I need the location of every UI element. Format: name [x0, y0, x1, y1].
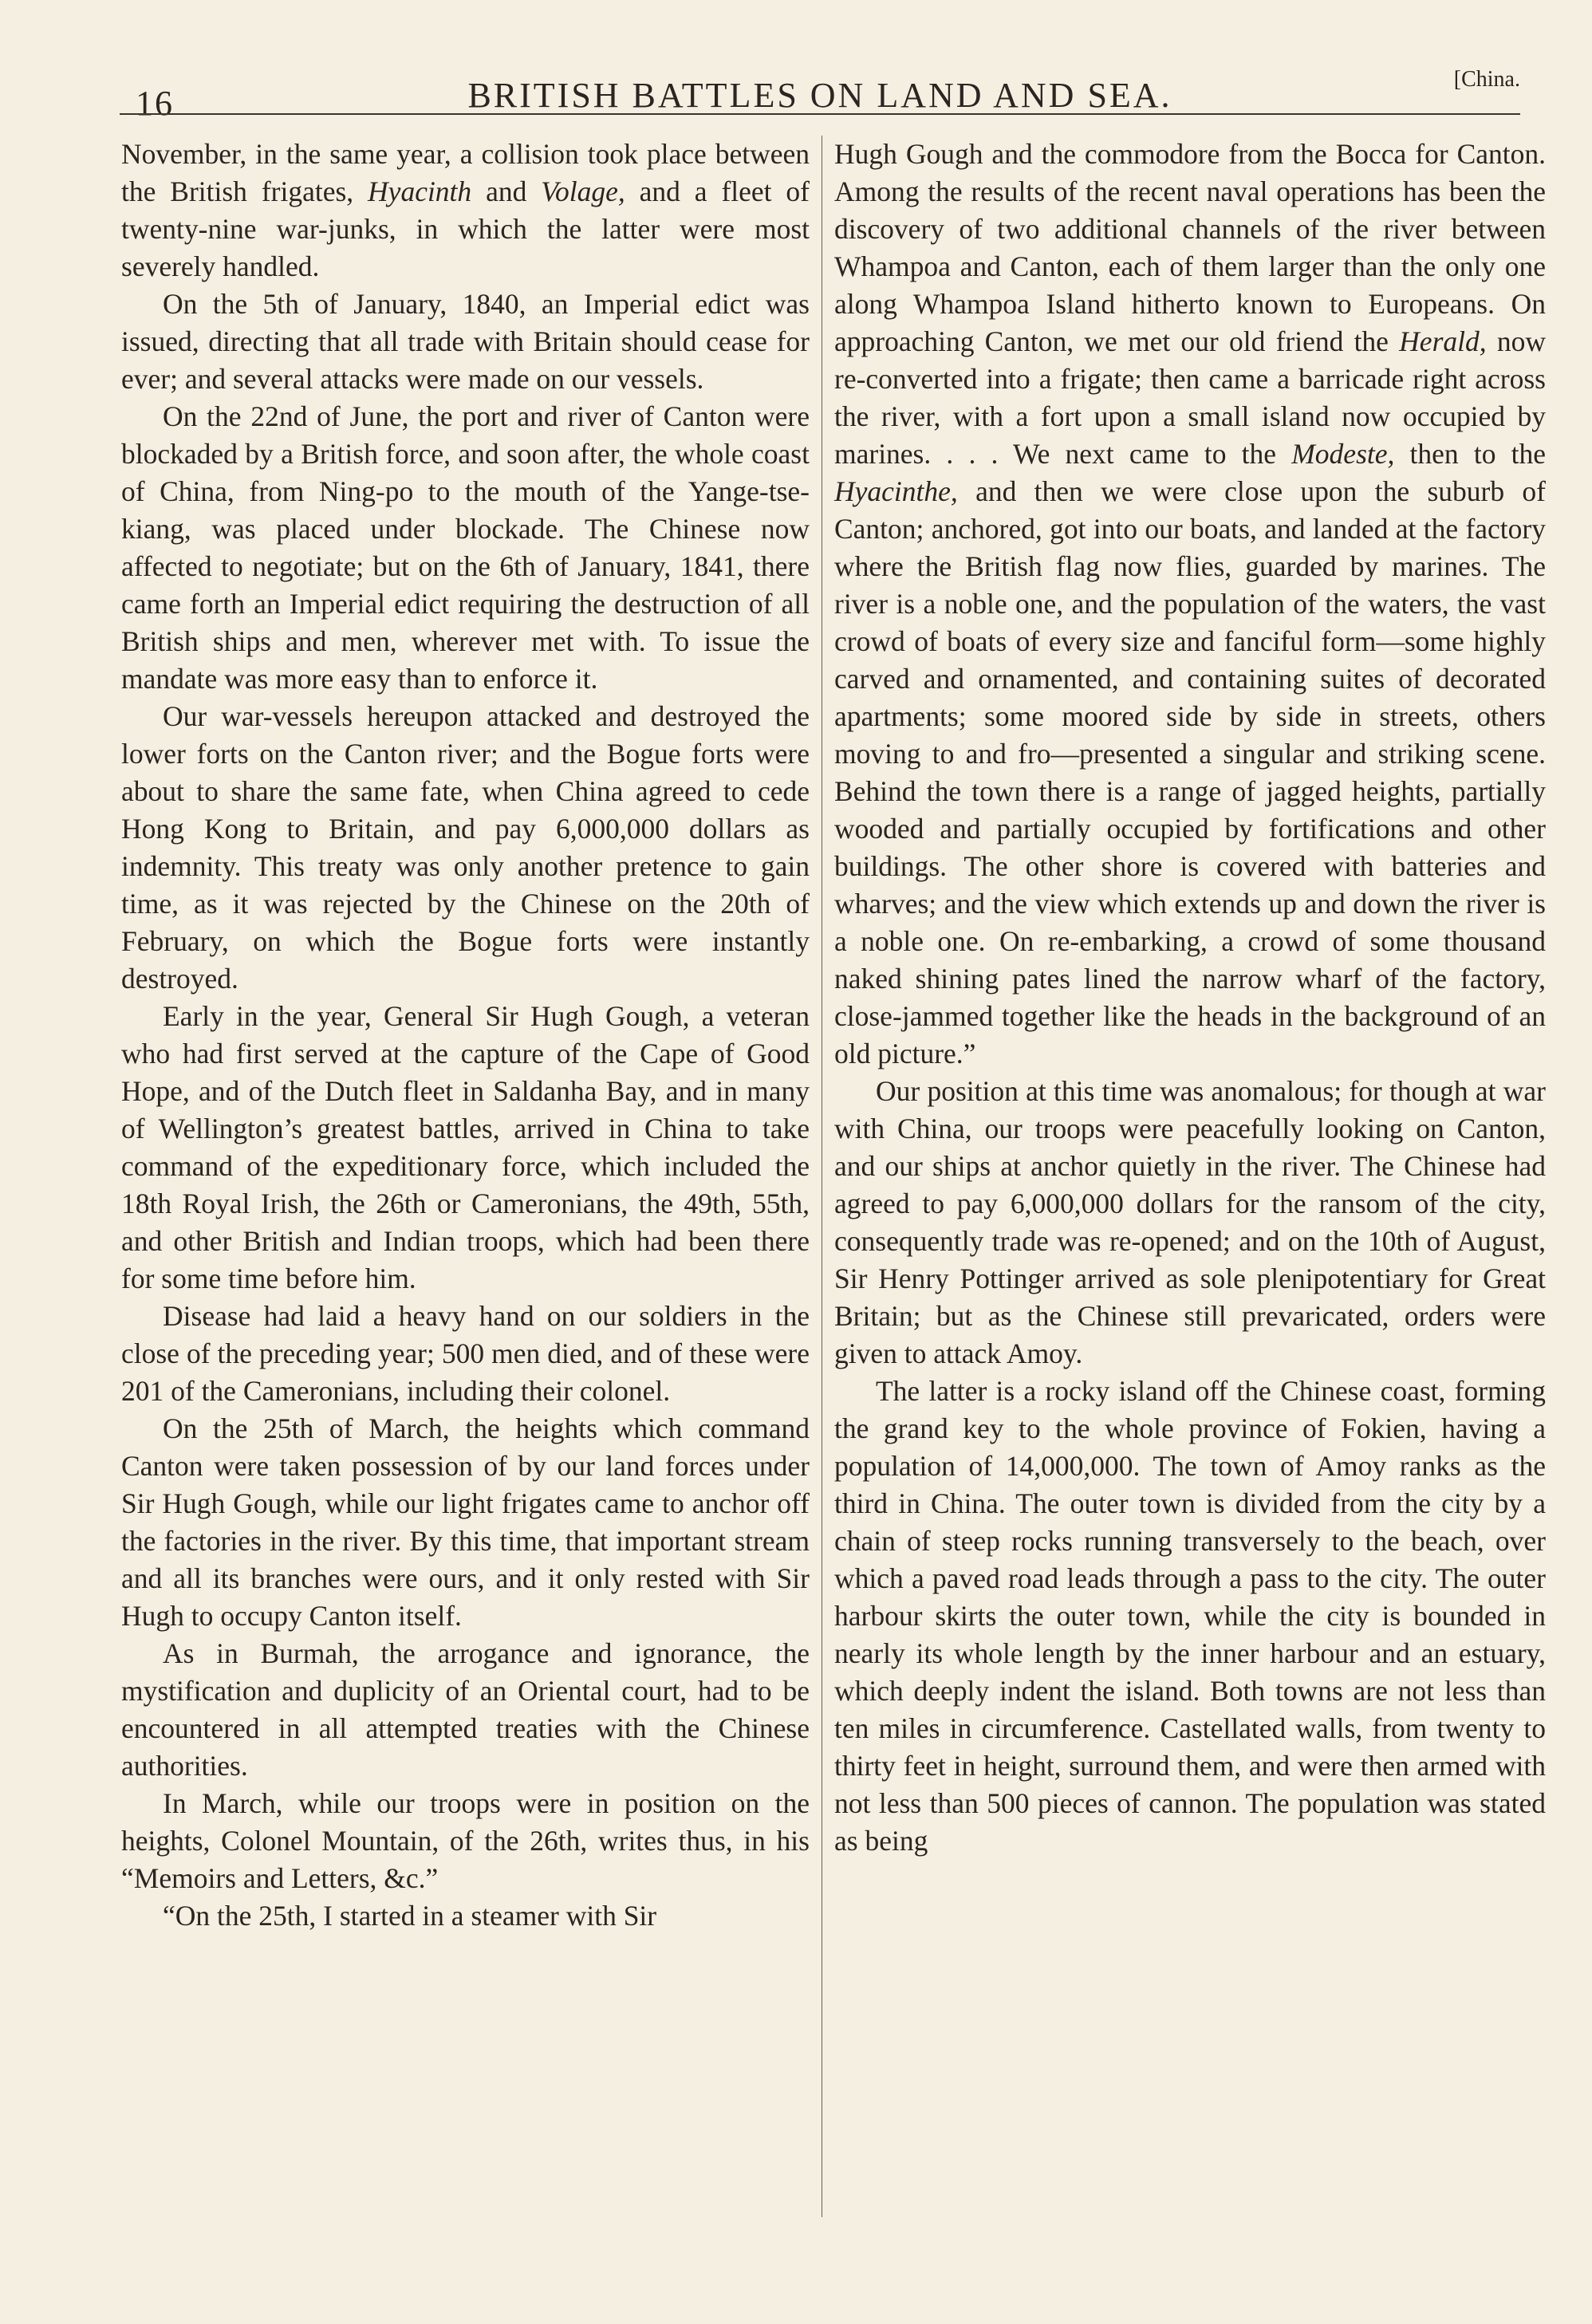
right-column [834, 136, 1546, 1860]
paragraph: On the 25th of March, the heights which command Canton were taken possession of by our land forces under Sir Hugh Gough, while our light frigates came to anchor off the factories in the river. By this time, that important stream and all its branches were ours, and it only rested with Sir Hugh to occupy Canton itself. [121, 1412, 810, 1632]
section-tag: [China. [1453, 67, 1520, 92]
paragraph: As in Burmah, the arrogance and ignorance, the mystification and duplicity of an Oriental court, had to be encountered in all attempted treaties with the Chinese authorities. [121, 1637, 810, 1782]
paragraph: Disease had laid a heavy hand on our soldiers in the close of the preceding year; 500 men died, and of these were 201 of the Cameronians, including their colonel. [121, 1300, 810, 1407]
left-column [121, 136, 810, 1935]
paragraph: Hugh Gough and the commodore from the Bocca for Canton. Among the results of the recent naval operations has been the discovery of two additional channels of the river between Whampoa and Canton, each of them larger than the only one along Whampoa Island hitherto known to Europeans. On approaching Canton, we met our old friend the Herald, now re-converted into a frigate; then came a barricade right across the river, with a fort upon a small island now occupied by marines. . . . We next came to the Modeste, then to the Hyacinthe, and then we were close upon the suburb of Canton; anchored, got into our boats, and landed at the factory where the British flag now flies, guarded by marines. The river is a noble one, and the population of the waters, the vast crowd of boats of every size and fanciful form—some highly carved and ornamented, and containing suites of decorated apartments; some moored side by side in streets, others moving to and fro—presented a singular and striking scene. Behind the town there is a range of jagged heights, partially wooded and partially occupied by fortifications and other buildings. The other shore is covered with batteries and wharves; and the view which extends up and down the river is a noble one. On re-embarking, a crowd of some thousand naked shining pates lined the narrow wharf of the factory, close-jammed together like the heads in the background of an old picture.” [834, 138, 1547, 1069]
paragraph: On the 22nd of June, the port and river of Canton were blockaded by a British force, and soon after, the whole coast of China, from Ning-po to the mouth of the Yange-tse-kiang, was placed under blockade. The Chinese now affected to negotiate; but on the 6th of January, 1841, there came forth an Imperial edict requiring the destruction of all British ships and men, wherever met with. To issue the mandate was more easy than to enforce it. [121, 400, 810, 695]
page-number: 16 [136, 84, 174, 123]
running-title: BRITISH BATTLES ON LAND AND SEA. [467, 76, 1172, 115]
header-rule [120, 113, 1520, 115]
paragraph: Our position at this time was anomalous; for though at war with China, our troops were peacefully looking on Canton, and our ships at anchor quietly in the river. The Chinese had agreed to pay 6,000,000 dollars for the ransom of the city, consequently trade was re-opened; and on the 10th of August, Sir Henry Pottinger arrived as sole plenipotentiary for Great Britain; but as the Chinese still prevaricated, orders were given to attack Amoy. [834, 1075, 1546, 1369]
paragraph: The latter is a rocky island off the Chinese coast, forming the grand key to the whole province of Fokien, having a population of 14,000,000. The town of Amoy ranks as the third in China. The outer town is divided from the city by a chain of steep rocks running transversely to the beach, over which a paved road leads through a pass to the city. The outer harbour skirts the outer town, while the city is bounded in nearly its whole length by the inner harbour and an estuary, which deeply indent the island. Both towns are not less than ten miles in circumference. Castellated walls, from twenty to thirty feet in height, surround them, and were then armed with not less than 500 pieces of cannon. The population was stated as being [834, 1375, 1546, 1857]
paragraph: In March, while our troops were in position on the heights, Colonel Mountain, of the 26th, writes thus, in his “Memoirs and Letters, &c.” [121, 1787, 810, 1894]
paragraph: On the 5th of January, 1840, an Imperial edict was issued, directing that all trade with Britain should cease for ever; and several attacks were made on our vessels. [121, 288, 810, 395]
paragraph: November, in the same year, a collision took place between the British frigates, Hyacinth and Volage, and a fleet of twenty-nine war-junks, in which the latter were most severely handled. [121, 138, 810, 282]
paragraph: Early in the year, General Sir Hugh Gough, a veteran who had first served at the capture of the Cape of Good Hope, and of the Dutch fleet in Saldanha Bay, and in many of Wellington’s greatest battles, arrived in China to take command of the expeditionary force, which included the 18th Royal Irish, the 26th or Cameronians, the 49th, 55th, and other British and Indian troops, which had been there for some time before him. [121, 1000, 810, 1294]
paragraph: “On the 25th, I started in a steamer with Sir [163, 1900, 657, 1932]
page-header [120, 64, 1520, 128]
paragraph: Our war-vessels hereupon attacked and destroyed the lower forts on the Canton river; and the Bogue forts were about to share the same fate, when China agreed to cede Hong Kong to Britain, and pay 6,000,000 dollars as indemnity. This treaty was only another pretence to gain time, as it was rejected by the Chinese on the 20th of February, on which the Bogue forts were instantly destroyed. [121, 700, 810, 995]
